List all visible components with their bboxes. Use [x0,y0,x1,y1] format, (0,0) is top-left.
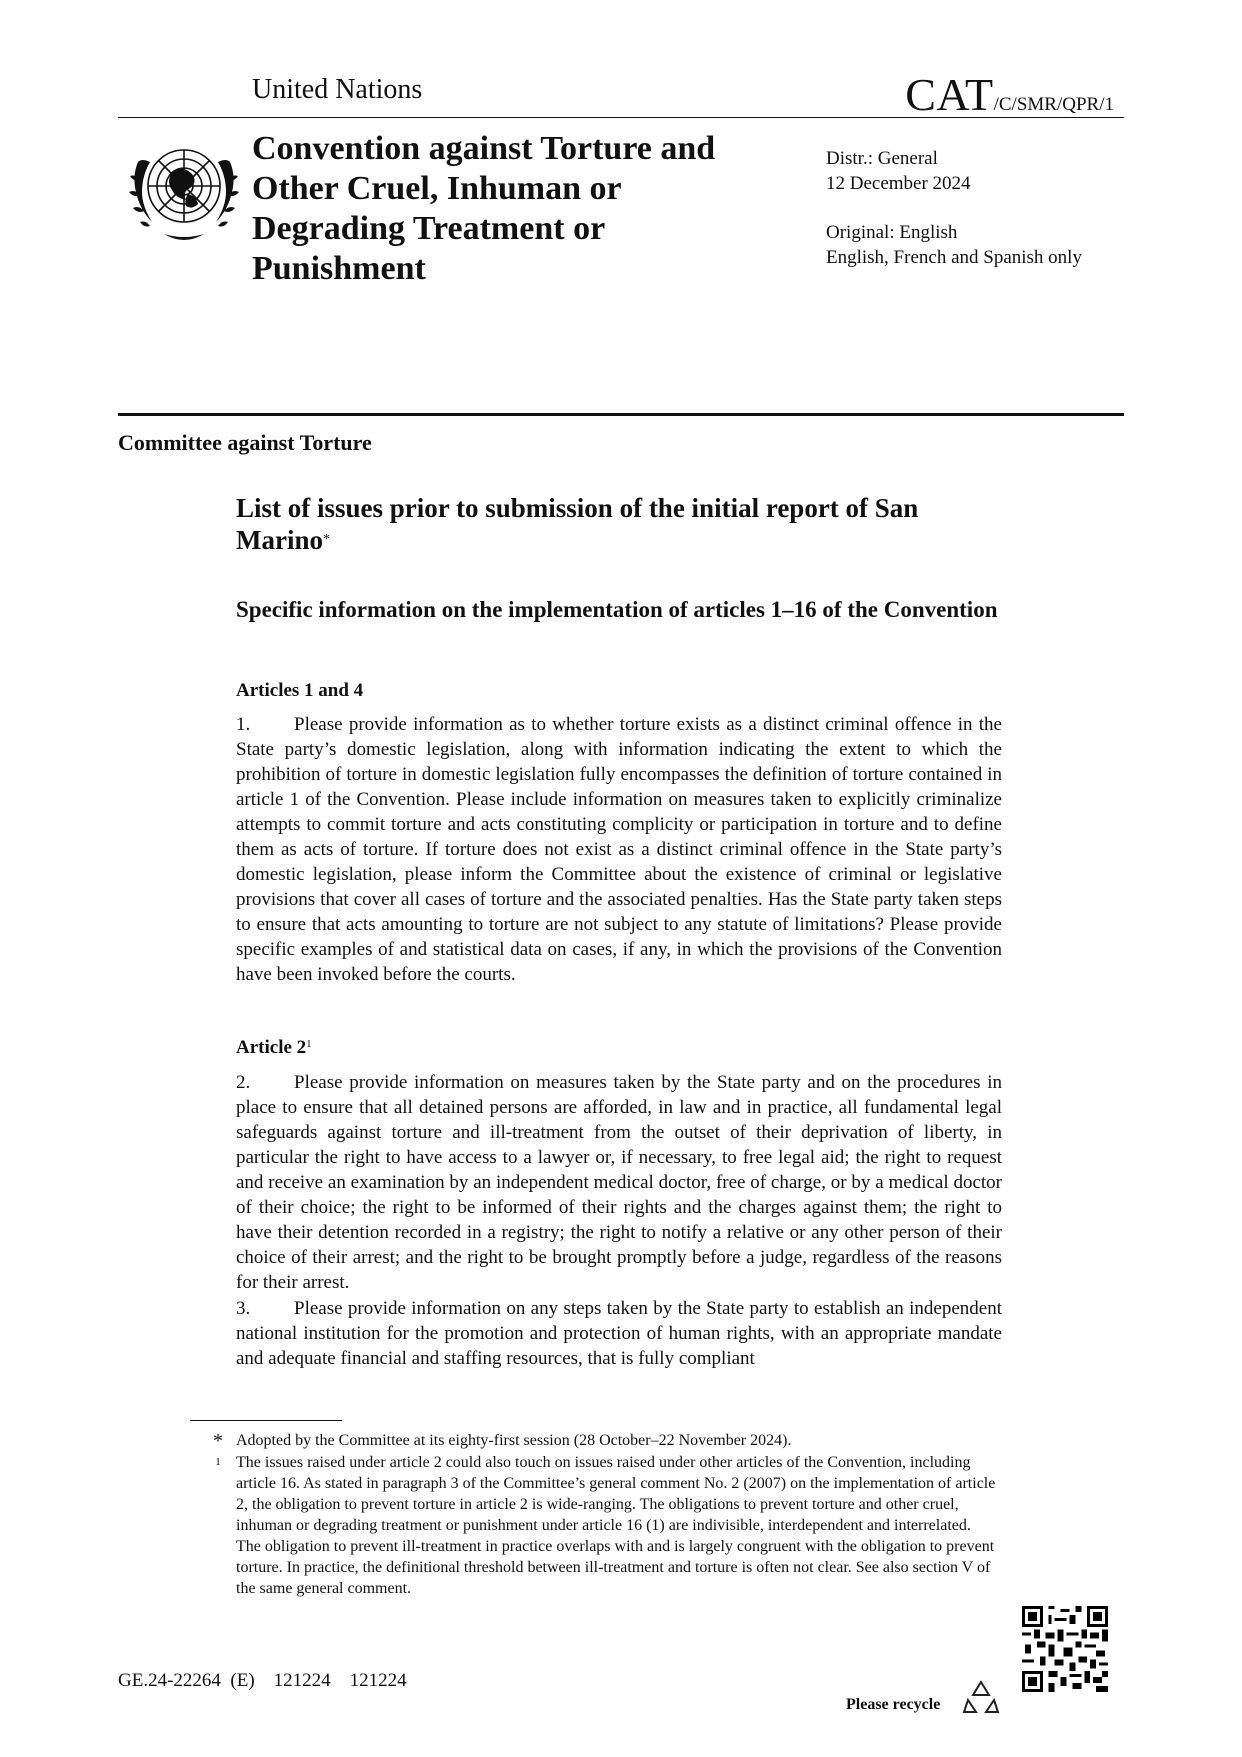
footnote-rule [190,1420,342,1421]
document-symbol [905,68,1114,121]
article-heading-2-text: Article 2 [236,1037,307,1058]
article-heading-2-footnote-mark: 1 [306,1038,312,1050]
paragraph-text: Please provide information as to whether torture exists as a distinct criminal offence in the State party’s domestic legislation, along with information indicating the extent to which the prohibition of torture in domestic legislation fully encompasses the definition of torture contained in article 1 of the Convention. Please include information on measures taken to explicitly criminalize attempts to commit torture and acts constituting complicity or participation in torture and to define them as acts of torture. If torture does not exist as a distinct criminal offence in the State party’s domestic legislation, please inform the Committee about the existence of criminal or legislative provisions that cover all cases of torture and the associated penalties. Has the State party taken steps to ensure that acts amounting to torture are not subject to any statute of limitations? Please provide specific examples of and statistical data on cases, if any, in which the provisions of the Convention have been invoked before the courts. [236,714,1002,985]
document-title [236,493,1016,556]
symbol-main: CAT [905,69,994,120]
article-heading-1-4: Articles 1 and 4 [236,680,364,701]
paragraph-number: 1. [236,714,251,735]
original-language: Original: English [826,222,958,243]
job-number: GE.24-22264 (E) 121224 121224 [118,1670,407,1691]
recycle-label: Please recycle [846,1696,941,1713]
document-title-footnote-mark: * [323,532,330,547]
paragraph-3 [236,1296,1002,1371]
available-languages: English, French and Spanish only [826,247,1082,268]
section-rule [118,413,1124,416]
article-heading-2 [236,1037,312,1059]
paragraph-number: 2. [236,1072,251,1093]
section-title: Specific information on the implementation of articles 1–16 of the Convention [236,597,998,622]
footnote-text: The issues raised under article 2 could also touch on issues raised under other articles of the Convention, including article 16. As stated in paragraph 3 of the Committee’s general comment No. 2 (2007) on the implementation of article 2, the obligation to prevent torture in article 2 is wide-ranging. The obligations to prevent torture and other cruel, inhuman or degrading treatment or punishment under article 16 (1) are indivisible, interdependent and interrelated. The obligation to prevent ill-treatment in practice overlaps with and is largely congruent with the obligation to prevent torture. In practice, the definitional threshold between ill-treatment and torture is often not clear. See also section V of the same general comment. [236,1454,996,1597]
paragraph-2 [236,1070,1002,1295]
symbol-suffix: /C/SMR/QPR/1 [993,94,1114,115]
paragraph-number: 3. [236,1298,251,1319]
qr-code-icon [1022,1606,1108,1692]
paragraph-text: Please provide information on measures taken by the State party and on the procedures in place to ensure that all detained persons are afforded, in law and in practice, all fundamental legal safeguards against torture and ill-treatment from the outset of their deprivation of liberty, in particular the right to have access to a lawyer or, if necessary, to free legal aid; the right to request and receive an examination by an independent medical doctor, free of charge, or by a medical doctor of their choice; the right to be informed of their rights and the charges against them; the right to have their detention recorded in a registry; the right to notify a relative or any other person of their choice of their arrest; and the right to be brought promptly before a judge, regardless of the reasons for their arrest. [236,1072,1002,1293]
recycle-icon [962,1678,1000,1716]
header-rule [118,117,1124,118]
footnote-text: Adopted by the Committee at its eighty-first session (28 October–22 November 2024). [236,1432,792,1449]
paragraph-text: Please provide information on any steps taken by the State party to establish an independent national institution for the promotion and protection of human rights, with an appropriate mandate and adequate financial and staffing resources, that is fully compliant [236,1298,1002,1369]
language-block [826,220,1082,270]
committee-name: Committee against Torture [118,430,372,455]
un-emblem-icon [124,132,244,248]
distribution-type: Distr.: General [826,148,938,169]
footnote-mark: * [213,1430,223,1452]
footnote-star [200,1430,1000,1452]
document-title-text: List of issues prior to submission of the initial report of San Marino [236,493,919,555]
convention-title: Convention against Torture and Other Cruel, Inhuman or Degrading Treatment or Punishment [252,130,716,287]
footnote-mark: 1 [215,1456,221,1468]
organization-name: United Nations [252,74,423,105]
paragraph-1 [236,712,1002,987]
distribution-block [826,146,971,196]
document-date: 12 December 2024 [826,173,971,194]
footnote-1 [200,1452,1000,1599]
